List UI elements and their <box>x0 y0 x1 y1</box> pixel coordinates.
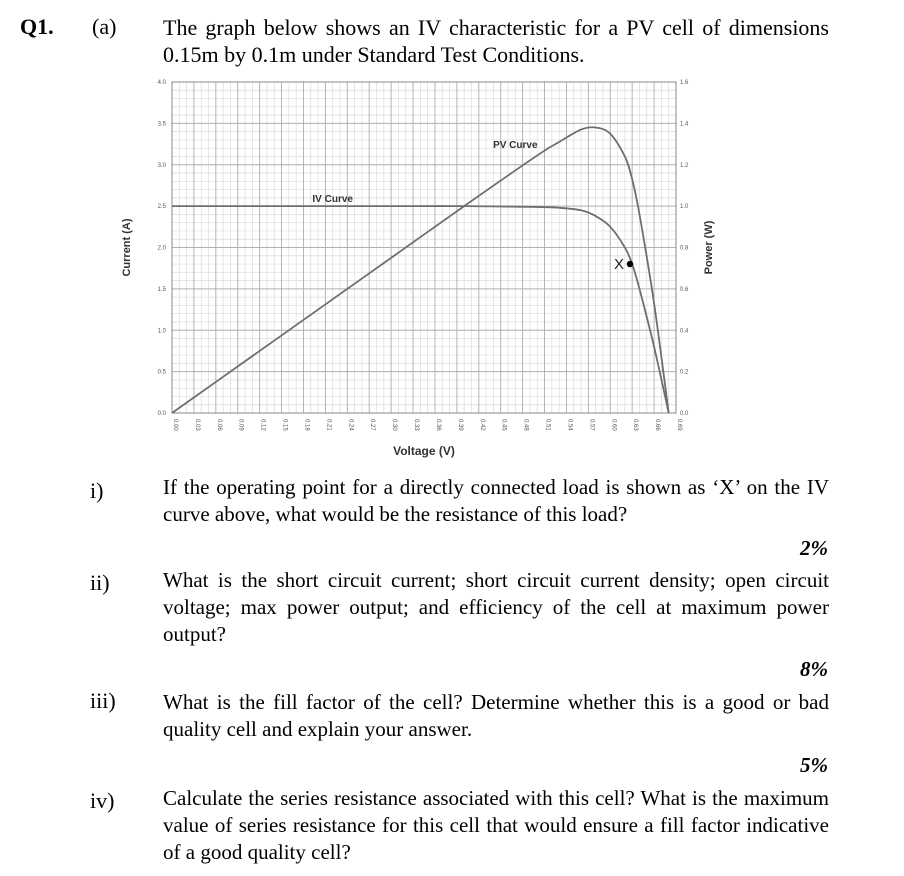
chart-grid <box>172 82 676 413</box>
question-intro: The graph below shows an IV characteristic for a PV cell of dimensions 0.15m by 0.1m under Standard Test Conditions. <box>163 15 829 67</box>
operating-point-x-label: X <box>613 256 624 274</box>
y-left-tick-label: 0.0 <box>157 411 166 417</box>
x-tick-label: 0.12 <box>259 419 266 431</box>
item-text-3: What is the fill factor of the cell? Determine whether this is a good or bad quality cell and explain your answer. <box>163 690 829 741</box>
x-tick-label: 0.00 <box>172 419 178 431</box>
x-tick-label: 0.27 <box>369 419 376 431</box>
x-tick-label: 0.06 <box>215 419 222 431</box>
y-left-tick-label: 1.0 <box>157 328 166 335</box>
x-tick-label: 0.63 <box>632 419 639 431</box>
x-tick-label: 0.57 <box>588 419 595 431</box>
y-right-tick-label: 0.6 <box>680 286 689 293</box>
x-tick-label: 0.18 <box>303 419 310 431</box>
y-left-tick-label: 0.5 <box>157 369 166 376</box>
question-number: Q1. <box>20 14 54 39</box>
x-axis-title: Voltage (V) <box>393 444 455 458</box>
y-right-tick-label: 1.6 <box>680 80 689 86</box>
chart-axes <box>121 80 715 458</box>
y-right-tick-label: 1.4 <box>680 121 689 128</box>
y-right-axis-title: Power (W) <box>703 220 715 275</box>
y-left-axis-title: Current (A) <box>121 218 133 277</box>
x-tick-label: 0.45 <box>500 419 507 431</box>
y-right-tick-label: 1.0 <box>680 204 689 211</box>
x-tick-label: 0.30 <box>391 419 398 431</box>
item-number-3: iii) <box>90 688 116 713</box>
pv-curve-label: PV Curve <box>493 140 538 152</box>
x-tick-label: 0.60 <box>610 419 617 431</box>
x-tick-label: 0.15 <box>281 419 288 431</box>
y-left-tick-label: 1.5 <box>157 286 166 293</box>
part-label: (a) <box>92 14 117 39</box>
y-left-tick-label: 4.0 <box>157 80 166 86</box>
item-mark-1: 2% <box>800 536 828 560</box>
y-left-tick-label: 3.5 <box>157 121 166 128</box>
item-text-4: Calculate the series resistance associated with this cell? What is the maximum value of series resistance for this cell that would ensure a fill factor indicative of a good quality cell? <box>163 786 829 864</box>
x-tick-label: 0.33 <box>413 419 420 431</box>
x-tick-label: 0.36 <box>434 419 441 431</box>
item-text-2: What is the short circuit current; short circuit current density; open circuit voltage; max power output; and efficiency of the cell at maximum power output? <box>163 568 829 646</box>
y-left-tick-label: 3.0 <box>157 162 166 169</box>
y-right-tick-label: 1.2 <box>680 162 689 169</box>
y-right-tick-label: 0.8 <box>680 245 689 252</box>
x-tick-label: 0.39 <box>456 419 463 431</box>
x-tick-label: 0.03 <box>193 419 200 431</box>
y-right-tick-label: 0.0 <box>680 411 689 417</box>
y-left-tick-label: 2.5 <box>157 204 166 211</box>
x-tick-label: 0.51 <box>544 419 551 431</box>
x-tick-label: 0.66 <box>654 419 661 431</box>
item-mark-2: 8% <box>800 657 828 681</box>
item-number-1: i) <box>90 478 104 503</box>
y-right-tick-label: 0.2 <box>680 369 689 376</box>
item-text-1: If the operating point for a directly connected load is shown as ‘X’ on the IV curve above, what would be the resistance of this load? <box>163 475 829 526</box>
x-tick-label: 0.21 <box>325 419 332 431</box>
y-right-tick-label: 0.4 <box>680 328 689 335</box>
item-mark-3: 5% <box>800 753 828 777</box>
item-number-4: iv) <box>90 788 115 813</box>
x-tick-label: 0.48 <box>522 419 529 431</box>
iv-curve-label: IV Curve <box>312 193 353 205</box>
x-tick-label: 0.09 <box>237 419 244 431</box>
x-tick-label: 0.69 <box>676 419 682 431</box>
operating-point-x-marker <box>627 261 633 267</box>
x-tick-label: 0.24 <box>347 419 354 431</box>
y-left-tick-label: 2.0 <box>157 245 166 252</box>
x-tick-label: 0.54 <box>566 419 573 431</box>
x-tick-label: 0.42 <box>478 419 485 431</box>
item-number-2: ii) <box>90 570 110 595</box>
